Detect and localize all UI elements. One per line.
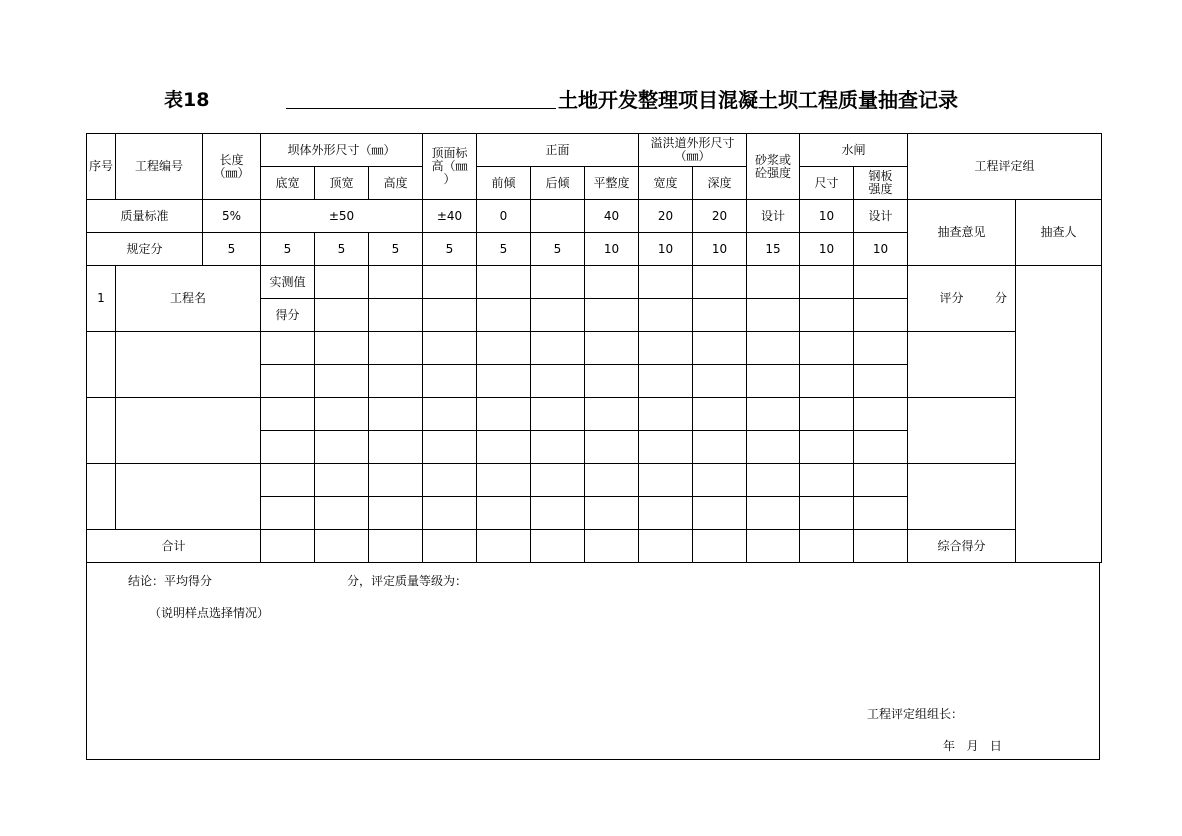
table-cell[interactable] bbox=[747, 530, 800, 563]
table-cell[interactable] bbox=[423, 497, 477, 530]
header-mortar-strength: 砂浆或 砼强度 bbox=[747, 134, 800, 200]
header-sluice: 水闸 bbox=[800, 134, 908, 167]
standard-sluice-size: 10 bbox=[800, 200, 854, 233]
header-top-width: 顶宽 bbox=[315, 167, 369, 200]
header-forward-tilt: 前倾 bbox=[477, 167, 531, 200]
table-cell[interactable] bbox=[854, 332, 908, 365]
header-project-code: 工程编号 bbox=[116, 134, 203, 200]
table-cell[interactable] bbox=[369, 299, 423, 332]
table-cell[interactable] bbox=[369, 365, 423, 398]
table-cell[interactable] bbox=[585, 332, 639, 365]
table-cell[interactable] bbox=[261, 398, 315, 431]
score-row-label: 得分 bbox=[261, 299, 315, 332]
standard-label: 质量标准 bbox=[87, 200, 203, 233]
standard-crest: ±40 bbox=[423, 200, 477, 233]
table-cell[interactable] bbox=[477, 332, 531, 365]
table-cell[interactable] bbox=[477, 266, 531, 299]
table-cell[interactable] bbox=[693, 464, 747, 497]
table-cell[interactable] bbox=[531, 398, 585, 431]
header-spillway-width: 宽度 bbox=[639, 167, 693, 200]
conclusion-section bbox=[86, 562, 1100, 760]
table-cell[interactable] bbox=[854, 266, 908, 299]
table-cell[interactable] bbox=[693, 266, 747, 299]
table-cell[interactable] bbox=[531, 431, 585, 464]
group-leader-label: 工程评定组组长： bbox=[867, 707, 964, 721]
header-length: 长度 （㎜） bbox=[203, 134, 261, 200]
table-cell[interactable] bbox=[854, 398, 908, 431]
header-dam-size: 坝体外形尺寸（㎜） bbox=[261, 134, 423, 167]
table-cell[interactable] bbox=[800, 299, 854, 332]
table-cell[interactable] bbox=[423, 299, 477, 332]
score-cell: 5 bbox=[315, 233, 369, 266]
header-base-width: 底宽 bbox=[261, 167, 315, 200]
record-name-empty[interactable] bbox=[116, 332, 261, 398]
table-cell[interactable] bbox=[369, 530, 423, 563]
score-cell: 10 bbox=[854, 233, 908, 266]
table-cell[interactable] bbox=[261, 497, 315, 530]
table-cell[interactable] bbox=[369, 464, 423, 497]
rating-cell[interactable] bbox=[908, 266, 1016, 332]
table-cell[interactable] bbox=[854, 431, 908, 464]
inspector-header: 抽查人 bbox=[1016, 200, 1102, 266]
table-cell[interactable] bbox=[800, 266, 854, 299]
standard-mortar: 设计 bbox=[747, 200, 800, 233]
table-cell[interactable] bbox=[477, 431, 531, 464]
table-cell[interactable] bbox=[800, 530, 854, 563]
score-cell: 5 bbox=[423, 233, 477, 266]
header-eval-group: 工程评定组 bbox=[908, 134, 1102, 200]
header-spillway-depth: 深度 bbox=[693, 167, 747, 200]
table-cell[interactable] bbox=[585, 266, 639, 299]
table-cell[interactable] bbox=[315, 299, 369, 332]
table-cell[interactable] bbox=[531, 299, 585, 332]
table-cell[interactable] bbox=[531, 530, 585, 563]
table-cell[interactable] bbox=[315, 497, 369, 530]
table-cell[interactable] bbox=[423, 431, 477, 464]
table-cell[interactable] bbox=[639, 266, 693, 299]
sampling-note: （说明样点选择情况） bbox=[149, 606, 270, 620]
table-cell[interactable] bbox=[747, 464, 800, 497]
table-cell[interactable] bbox=[315, 332, 369, 365]
table-cell[interactable] bbox=[315, 365, 369, 398]
table-cell[interactable] bbox=[423, 464, 477, 497]
inspection-opinion-header: 抽查意见 bbox=[908, 200, 1016, 266]
table-cell[interactable] bbox=[423, 332, 477, 365]
score-cell: 15 bbox=[747, 233, 800, 266]
standard-length: 5% bbox=[203, 200, 261, 233]
header-spillway: 溢洪道外形尺寸 （㎜） bbox=[639, 134, 747, 167]
rating-cell-empty[interactable] bbox=[908, 398, 1016, 464]
table-cell[interactable] bbox=[854, 497, 908, 530]
table-cell[interactable] bbox=[369, 431, 423, 464]
project-name-blank bbox=[286, 107, 556, 109]
table-cell[interactable] bbox=[639, 398, 693, 431]
table-cell[interactable] bbox=[315, 464, 369, 497]
table-cell[interactable] bbox=[639, 497, 693, 530]
table-cell[interactable] bbox=[585, 299, 639, 332]
table-cell[interactable] bbox=[423, 266, 477, 299]
table-cell[interactable] bbox=[369, 332, 423, 365]
standard-dam: ±50 bbox=[261, 200, 423, 233]
table-cell[interactable] bbox=[261, 530, 315, 563]
header-front: 正面 bbox=[477, 134, 639, 167]
table-cell[interactable] bbox=[315, 530, 369, 563]
table-cell[interactable] bbox=[800, 332, 854, 365]
record-seq: 1 bbox=[87, 266, 116, 332]
table-cell[interactable] bbox=[854, 464, 908, 497]
grade-label: 分，评定质量等级为： bbox=[347, 574, 468, 588]
header-height: 高度 bbox=[369, 167, 423, 200]
rating-cell-empty[interactable] bbox=[908, 464, 1016, 530]
table-cell[interactable] bbox=[585, 365, 639, 398]
header-crest-elevation: 顶面标 高（㎜ ） bbox=[423, 134, 477, 200]
table-cell[interactable] bbox=[369, 398, 423, 431]
record-seq-empty[interactable] bbox=[87, 332, 116, 398]
score-cell: 10 bbox=[585, 233, 639, 266]
table-cell[interactable] bbox=[639, 299, 693, 332]
table-cell[interactable] bbox=[477, 299, 531, 332]
table-cell[interactable] bbox=[639, 332, 693, 365]
table-cell[interactable] bbox=[369, 497, 423, 530]
table-cell[interactable] bbox=[639, 365, 693, 398]
table-cell[interactable] bbox=[261, 332, 315, 365]
table-cell[interactable] bbox=[747, 266, 800, 299]
record-project-name: 工程名 bbox=[116, 266, 261, 332]
score-cell: 10 bbox=[800, 233, 854, 266]
rating-unit: 分 bbox=[994, 291, 1007, 305]
score-cell: 5 bbox=[369, 233, 423, 266]
score-cell: 5 bbox=[261, 233, 315, 266]
table-cell[interactable] bbox=[747, 332, 800, 365]
table-cell[interactable] bbox=[854, 365, 908, 398]
header-flatness: 平整度 bbox=[585, 167, 639, 200]
standard-steel: 设计 bbox=[854, 200, 908, 233]
standard-spillway-depth: 20 bbox=[693, 200, 747, 233]
inspector-cell[interactable] bbox=[1016, 266, 1102, 563]
table-cell[interactable] bbox=[800, 431, 854, 464]
total-label: 合计 bbox=[87, 530, 261, 563]
table-cell[interactable] bbox=[261, 431, 315, 464]
table-number: 表18 bbox=[164, 89, 210, 111]
table-cell[interactable] bbox=[854, 530, 908, 563]
table-cell[interactable] bbox=[261, 365, 315, 398]
table-cell[interactable] bbox=[639, 431, 693, 464]
score-cell: 10 bbox=[693, 233, 747, 266]
table-cell[interactable] bbox=[854, 299, 908, 332]
table-cell[interactable] bbox=[477, 464, 531, 497]
table-cell[interactable] bbox=[369, 266, 423, 299]
standard-front-backward bbox=[531, 200, 585, 233]
table-cell[interactable] bbox=[693, 497, 747, 530]
rating-label: 评分 bbox=[939, 291, 964, 305]
table-cell[interactable] bbox=[423, 365, 477, 398]
table-cell[interactable] bbox=[800, 365, 854, 398]
table-cell[interactable] bbox=[531, 332, 585, 365]
table-cell[interactable] bbox=[800, 398, 854, 431]
score-cell: 5 bbox=[477, 233, 531, 266]
score-cell: 5 bbox=[531, 233, 585, 266]
table-cell[interactable] bbox=[747, 398, 800, 431]
table-cell[interactable] bbox=[477, 398, 531, 431]
table-cell[interactable] bbox=[747, 497, 800, 530]
table-cell[interactable] bbox=[477, 497, 531, 530]
table-cell[interactable] bbox=[747, 431, 800, 464]
conclusion-label: 结论：平均得分 bbox=[128, 574, 213, 588]
score-label: 规定分 bbox=[87, 233, 203, 266]
table-cell[interactable] bbox=[585, 431, 639, 464]
header-sluice-size: 尺寸 bbox=[800, 167, 854, 200]
standard-spillway-width: 20 bbox=[639, 200, 693, 233]
table-cell[interactable] bbox=[261, 464, 315, 497]
measured-label: 实测值 bbox=[261, 266, 315, 299]
score-cell: 5 bbox=[203, 233, 261, 266]
header-steel-strength: 钢板 强度 bbox=[854, 167, 908, 200]
table-cell[interactable] bbox=[585, 464, 639, 497]
table-cell[interactable] bbox=[747, 365, 800, 398]
table-cell[interactable] bbox=[693, 431, 747, 464]
table-cell[interactable] bbox=[585, 497, 639, 530]
record-seq-empty[interactable] bbox=[87, 398, 116, 464]
standard-front-forward: 0 bbox=[477, 200, 531, 233]
table-cell[interactable] bbox=[585, 530, 639, 563]
table-cell[interactable] bbox=[531, 464, 585, 497]
score-cell: 10 bbox=[639, 233, 693, 266]
table-cell[interactable] bbox=[747, 299, 800, 332]
record-name-empty[interactable] bbox=[116, 398, 261, 464]
table-cell[interactable] bbox=[531, 497, 585, 530]
table-cell[interactable] bbox=[315, 398, 369, 431]
record-name-empty[interactable] bbox=[116, 464, 261, 530]
record-seq-empty[interactable] bbox=[87, 464, 116, 530]
table-cell[interactable] bbox=[800, 464, 854, 497]
table-cell[interactable] bbox=[315, 266, 369, 299]
page-title: 土地开发整理项目混凝土坝工程质量抽查记录 bbox=[558, 88, 958, 112]
standard-flatness: 40 bbox=[585, 200, 639, 233]
table-cell[interactable] bbox=[693, 530, 747, 563]
table-cell[interactable] bbox=[585, 398, 639, 431]
table-cell[interactable] bbox=[423, 398, 477, 431]
rating-cell-empty[interactable] bbox=[908, 332, 1016, 398]
overall-score-label: 综合得分 bbox=[908, 530, 1016, 563]
table-cell[interactable] bbox=[693, 365, 747, 398]
table-cell[interactable] bbox=[315, 431, 369, 464]
table-cell[interactable] bbox=[423, 530, 477, 563]
table-cell[interactable] bbox=[477, 365, 531, 398]
inspection-table bbox=[86, 133, 1102, 563]
signature-date: 年 月 日 bbox=[943, 739, 1002, 753]
table-cell[interactable] bbox=[693, 398, 747, 431]
header-backward-tilt: 后倾 bbox=[531, 167, 585, 200]
table-cell[interactable] bbox=[639, 530, 693, 563]
table-cell[interactable] bbox=[800, 497, 854, 530]
table-cell[interactable] bbox=[531, 365, 585, 398]
table-cell[interactable] bbox=[639, 464, 693, 497]
header-seq: 序号 bbox=[87, 134, 116, 200]
table-cell[interactable] bbox=[477, 530, 531, 563]
table-cell[interactable] bbox=[693, 332, 747, 365]
table-cell[interactable] bbox=[531, 266, 585, 299]
table-cell[interactable] bbox=[693, 299, 747, 332]
